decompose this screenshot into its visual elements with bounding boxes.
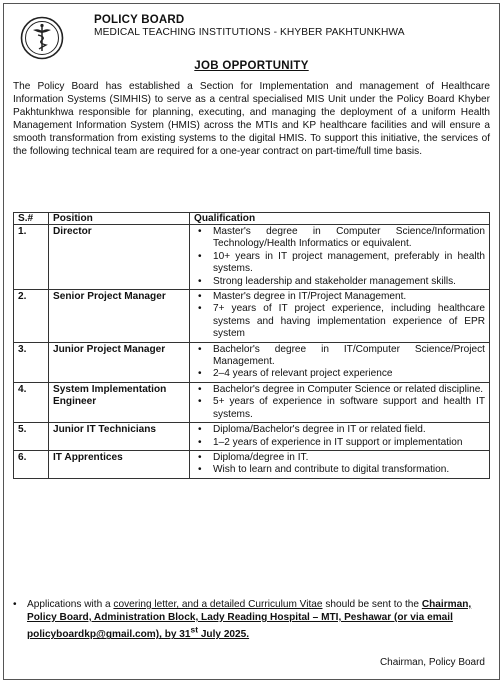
row-sn: 5. — [14, 423, 49, 451]
row-sn: 6. — [14, 450, 49, 478]
board-title: POLICY BOARD — [94, 14, 185, 26]
qualification-item: • Bachelor's degree in Computer Science or related discipline. — [194, 384, 485, 396]
caduceus-emblem-icon — [20, 16, 64, 60]
row-position: Director — [49, 225, 190, 290]
row-sn: 4. — [14, 382, 49, 422]
qualification-item: • Strong leadership and stakeholder management skills. — [194, 276, 485, 288]
signature: Chairman, Policy Board — [379, 657, 485, 668]
note-text-2: should be sent to the — [322, 599, 422, 610]
qualification-item: • Diploma/Bachelor's degree in IT or related field. — [194, 424, 485, 436]
qualification-item: • 1–2 years of experience in IT support or implementation — [194, 437, 485, 449]
table-row — [14, 290, 490, 343]
note-address-text: Chairman, Policy Board, Administration Block, Lady Reading Hospital – MTI, Peshawar (or via email policyboardkp@gmail.com), by 31 — [27, 599, 472, 641]
row-sn: 1. — [14, 225, 49, 290]
row-position: Junior Project Manager — [49, 342, 190, 382]
qualification-item: • Diploma/degree in IT. — [194, 452, 485, 464]
row-position: IT Apprentices — [49, 450, 190, 478]
table-header-row — [14, 213, 490, 225]
row-qualification — [190, 290, 490, 343]
application-note — [13, 598, 490, 641]
table-row — [14, 225, 490, 290]
row-position: System Implementation Engineer — [49, 382, 190, 422]
application-note-text — [13, 598, 490, 641]
board-subtitle: MEDICAL TEACHING INSTITUTIONS - KHYBER PAKHTUNKHWA — [94, 27, 405, 38]
row-qualification — [190, 225, 490, 290]
row-qualification — [190, 423, 490, 451]
qualification-item: • Bachelor's degree in IT/Computer Science/Project Management. — [194, 344, 485, 369]
table-row — [14, 342, 490, 382]
qualification-item: • 10+ years in IT project management, preferably in health systems. — [194, 251, 485, 276]
qualification-item: • Master's degree in IT/Project Management. — [194, 291, 485, 303]
positions-table — [13, 212, 490, 479]
intro-paragraph: The Policy Board has established a Section for Implementation and management of Healthcare Information Systems (SIMHIS) to serve as a central specialised MIS Unit under the Policy Board Khyber Pakhtunkhwa responsible for planning, executing, and managing the deployment of a uniform Health Management Information System (HMIS) across the MTIs and KP healthcare facilities and will ensure a smooth transformation from existing systems to the digital HMIS. To support this initiative, the services of the following technical team are required for a one-year contract on part-time/full time basis. — [13, 81, 490, 158]
job-opportunity-heading: JOB OPPORTUNITY — [194, 60, 309, 72]
note-text-1: Applications with a — [27, 599, 114, 610]
note-documents: covering letter, and a detailed Curriculum Vitae — [113, 599, 323, 610]
row-sn: 3. — [14, 342, 49, 382]
row-sn: 2. — [14, 290, 49, 343]
qualification-item: • 5+ years of experience in software support and health IT systems. — [194, 396, 485, 421]
header-sn: S.# — [14, 213, 49, 225]
header-position: Position — [49, 213, 190, 225]
qualification-item: • 7+ years of IT project experience, including healthcare systems and having implementation experience of EPR system — [194, 303, 485, 340]
qualification-item: • Wish to learn and contribute to digital transformation. — [194, 464, 485, 476]
row-qualification — [190, 382, 490, 422]
header-qualification: Qualification — [190, 213, 490, 225]
row-qualification — [190, 342, 490, 382]
note-deadline: July 2025. — [198, 629, 250, 641]
table-row — [14, 450, 490, 478]
row-position: Senior Project Manager — [49, 290, 190, 343]
note-date-suffix: st — [190, 625, 199, 635]
bullet-icon: • — [13, 599, 17, 610]
qualification-item: • 2–4 years of relevant project experience — [194, 368, 485, 380]
row-qualification — [190, 450, 490, 478]
qualification-item: • Master's degree in Computer Science/Information Technology/Health Informatics or equivalent. — [194, 226, 485, 251]
table-row — [14, 423, 490, 451]
table-row — [14, 382, 490, 422]
row-position: Junior IT Technicians — [49, 423, 190, 451]
